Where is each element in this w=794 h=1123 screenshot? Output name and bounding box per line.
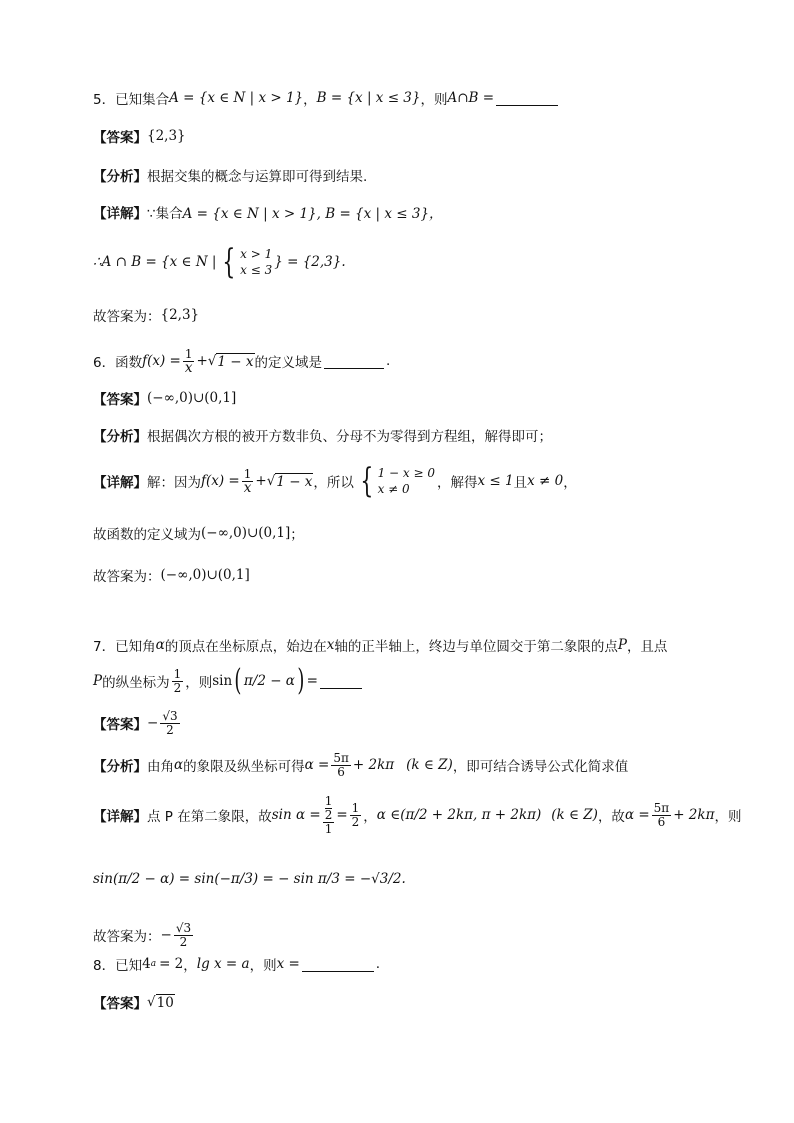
paren-open: ( [234, 663, 242, 698]
q6-detail [93, 463, 577, 499]
frac-num: √3 [162, 708, 178, 723]
fraction [652, 802, 672, 829]
system-row: 1 − x ≥ 0 [377, 466, 435, 480]
function-expr: f(x) = [142, 353, 181, 369]
eq-exponent: a [150, 959, 157, 969]
question-number: 5． [93, 92, 116, 108]
answer-blank [324, 354, 384, 369]
plus: + [196, 353, 208, 369]
q7-analysis [93, 748, 628, 782]
alpha-in: α ∈ [376, 807, 401, 823]
answer-value: (−∞,0)∪(0,1] [147, 390, 237, 406]
sin-alpha: sin α = [271, 807, 321, 823]
detail-math: A = {x ∈ N | x > 1}, B = {x | x ≤ 3}， [182, 206, 443, 222]
answer-sign: − [147, 715, 159, 731]
q7-final [93, 918, 195, 952]
q5-final [93, 303, 199, 327]
condition-row: x > 1 [240, 247, 273, 261]
interval: (π/2 + 2kπ, π + 2kπ) [400, 807, 542, 823]
q7-stem-line1 [93, 633, 667, 657]
separator: ， [303, 92, 317, 108]
question-end: . [386, 353, 391, 369]
frac-den: 2 [166, 722, 174, 737]
sqrt-icon: √ [207, 353, 217, 369]
paren-close: ) [297, 663, 305, 698]
q6-domain [93, 521, 304, 545]
frac-num: 1 [351, 800, 360, 815]
frac-den: x [184, 359, 193, 376]
analysis-text: ，即可结合诱导公式化简求值 [452, 759, 629, 775]
detail-text: ∵集合 [147, 206, 183, 222]
step-lhs: ∴A ∩ B = {x ∈ N | [93, 254, 217, 270]
question-text: 轴的正半轴上，终边与单位圆交于第二象限的点 [334, 639, 618, 655]
final-label: 故答案为： [93, 569, 161, 585]
q5-detail [93, 200, 443, 224]
question-text: ，则 [185, 675, 213, 691]
question-text: 已知 [115, 958, 143, 974]
brace-icon: { [360, 461, 374, 501]
equals: = [306, 673, 318, 689]
final-sign: − [160, 927, 172, 943]
domain-end: ； [290, 527, 304, 543]
q5-answer [93, 124, 186, 148]
final-value: {2,3} [160, 307, 200, 323]
frac-den: 2 [351, 814, 360, 829]
question-text: 函数 [115, 355, 143, 371]
expression: A∩B = [447, 90, 495, 106]
frac-num: √3 [175, 920, 192, 935]
answer-tag: 【答案】 [93, 392, 147, 408]
final-label: 故答案为： [93, 309, 161, 325]
fraction [160, 710, 179, 737]
log-equation: lg x = a [196, 956, 250, 972]
q8-answer [93, 990, 175, 1014]
compound-fraction [323, 795, 335, 836]
detail-text: ，解得 [436, 475, 478, 491]
answer-value: {2,3} [147, 128, 186, 144]
sin-arg: π/2 − α [243, 673, 295, 689]
sin: sin [212, 673, 233, 689]
detail-text: ， [563, 475, 577, 491]
condition-row: x ≤ 3 [240, 263, 273, 277]
separator: ， [183, 958, 197, 974]
question-text: ，且点 [626, 639, 668, 655]
fraction [183, 348, 195, 375]
condition: x ≠ 0 [527, 473, 564, 489]
inner-den: 2 [324, 807, 333, 822]
answer-tag: 【答案】 [93, 130, 147, 146]
q5-step [93, 244, 346, 280]
q8-stem [93, 952, 380, 976]
analysis-text: 由角 [147, 759, 174, 775]
q6-answer [93, 386, 236, 410]
sqrt-icon: √ [147, 994, 156, 1010]
frac-den: 6 [657, 814, 666, 829]
condition-system [218, 242, 273, 282]
condition: x ≤ 1 [477, 473, 514, 489]
q5-analysis [93, 163, 367, 187]
point-p: P [617, 637, 627, 653]
fraction [172, 668, 184, 695]
fraction [174, 922, 193, 949]
domain-text: 故函数的定义域为 [93, 527, 201, 543]
alpha-eq: α = [624, 807, 650, 823]
final-label: 故答案为： [93, 929, 161, 945]
q5-stem [93, 86, 560, 110]
eq-base: 4 [142, 956, 151, 972]
frac-num: 1 [173, 666, 182, 681]
set-b: B = {x | x ≤ 3} [316, 90, 421, 106]
point-p: P [93, 673, 103, 689]
answer-blank [320, 674, 362, 689]
detail-tag: 【详解】 [93, 809, 147, 825]
system-row: x ≠ 0 [377, 482, 410, 496]
frac-den: x [243, 479, 252, 496]
detail-tag: 【详解】 [93, 206, 147, 222]
q7-detail [93, 794, 741, 836]
frac-den: 1 [324, 821, 333, 836]
detail-text: ，故 [597, 809, 625, 825]
frac-den: 2 [179, 934, 188, 949]
equals: = [336, 807, 348, 823]
eq-rest: = 2 [159, 956, 184, 972]
k-in-z: (k ∈ Z) [551, 807, 598, 823]
q7-calc [93, 862, 406, 896]
domain-value: (−∞,0)∪(0,1] [201, 525, 291, 541]
sqrt-content: 1 − x [217, 353, 254, 370]
detail-text: ，所以 [313, 475, 354, 491]
question-text: ，则 [249, 958, 277, 974]
fraction [242, 468, 254, 495]
fraction [331, 752, 351, 779]
q7-answer [93, 706, 182, 740]
detail-tag: 【详解】 [93, 475, 147, 491]
question-number: 7． [93, 639, 116, 655]
detail-text: ，则 [714, 809, 742, 825]
plus: + [255, 473, 267, 489]
question-text: ，则 [420, 92, 448, 108]
question-text: 的纵坐标为 [102, 675, 170, 691]
question-number: 8． [93, 958, 116, 974]
question-end: . [375, 956, 381, 972]
equation-system [356, 461, 435, 501]
answer-blank [496, 91, 558, 106]
sqrt-icon: √ [266, 473, 276, 489]
question-text: 已知角 [115, 639, 156, 655]
frac-den: 6 [337, 764, 345, 779]
answer-tag: 【答案】 [93, 996, 147, 1012]
analysis-tag: 【分析】 [93, 429, 147, 445]
var-x: x [326, 637, 335, 653]
k-in-z: (k ∈ Z) [406, 757, 453, 773]
brace-icon: { [222, 242, 236, 282]
alpha: α [155, 637, 165, 653]
expr-tail: + 2kπ [352, 757, 395, 773]
final-value: (−∞,0)∪(0,1] [160, 567, 250, 583]
answer-tag: 【答案】 [93, 717, 147, 733]
q6-analysis [93, 423, 552, 447]
question-number: 6． [93, 355, 116, 371]
q6-stem [93, 344, 390, 378]
set-a: A = {x ∈ N | x > 1} [169, 90, 304, 106]
analysis-tag: 【分析】 [93, 759, 147, 775]
q7-stem-line2 [93, 664, 364, 698]
analysis-text: 的象限及纵坐标可得 [183, 759, 305, 775]
analysis-tag: 【分析】 [93, 169, 147, 185]
question-text: 已知集合 [115, 92, 170, 108]
alpha: α [174, 757, 184, 773]
ask-expr: x = [276, 956, 300, 972]
function-expr: f(x) = [201, 473, 240, 489]
frac-num: 1 [243, 466, 252, 481]
calculation: sin(π/2 − α) = sin(−π/3) = − sin π/3 = −√3/2. [93, 871, 406, 887]
detail-text: 且 [513, 475, 528, 491]
frac-den: 2 [173, 680, 182, 695]
detail-text: 解：因为 [147, 475, 201, 491]
analysis-text: 根据偶次方根的被开方数非负、分母不为零得到方程组，解得即可； [147, 429, 552, 445]
answer-blank [302, 957, 374, 972]
frac-num: 5π [333, 750, 349, 765]
frac-num [323, 795, 335, 823]
fraction [350, 802, 362, 829]
analysis-text: 根据交集的概念与运算即可得到结果. [147, 169, 368, 185]
frac-num: 5π [653, 800, 670, 815]
frac-num: 1 [184, 346, 193, 361]
alpha-eq: α = [304, 757, 330, 773]
expr-tail: + 2kπ [673, 807, 715, 823]
inner-num: 1 [324, 793, 333, 808]
step-rhs: } = {2,3}. [274, 254, 346, 270]
separator: ， [363, 809, 377, 825]
q6-final [93, 563, 250, 587]
question-text: 的定义域是 [254, 355, 323, 371]
sqrt-content: 1 − x [276, 473, 313, 490]
answer-value: 10 [156, 994, 174, 1011]
detail-text: 点 P 在第二象限，故 [147, 809, 272, 825]
question-text: 的顶点在坐标原点，始边在 [164, 639, 327, 655]
